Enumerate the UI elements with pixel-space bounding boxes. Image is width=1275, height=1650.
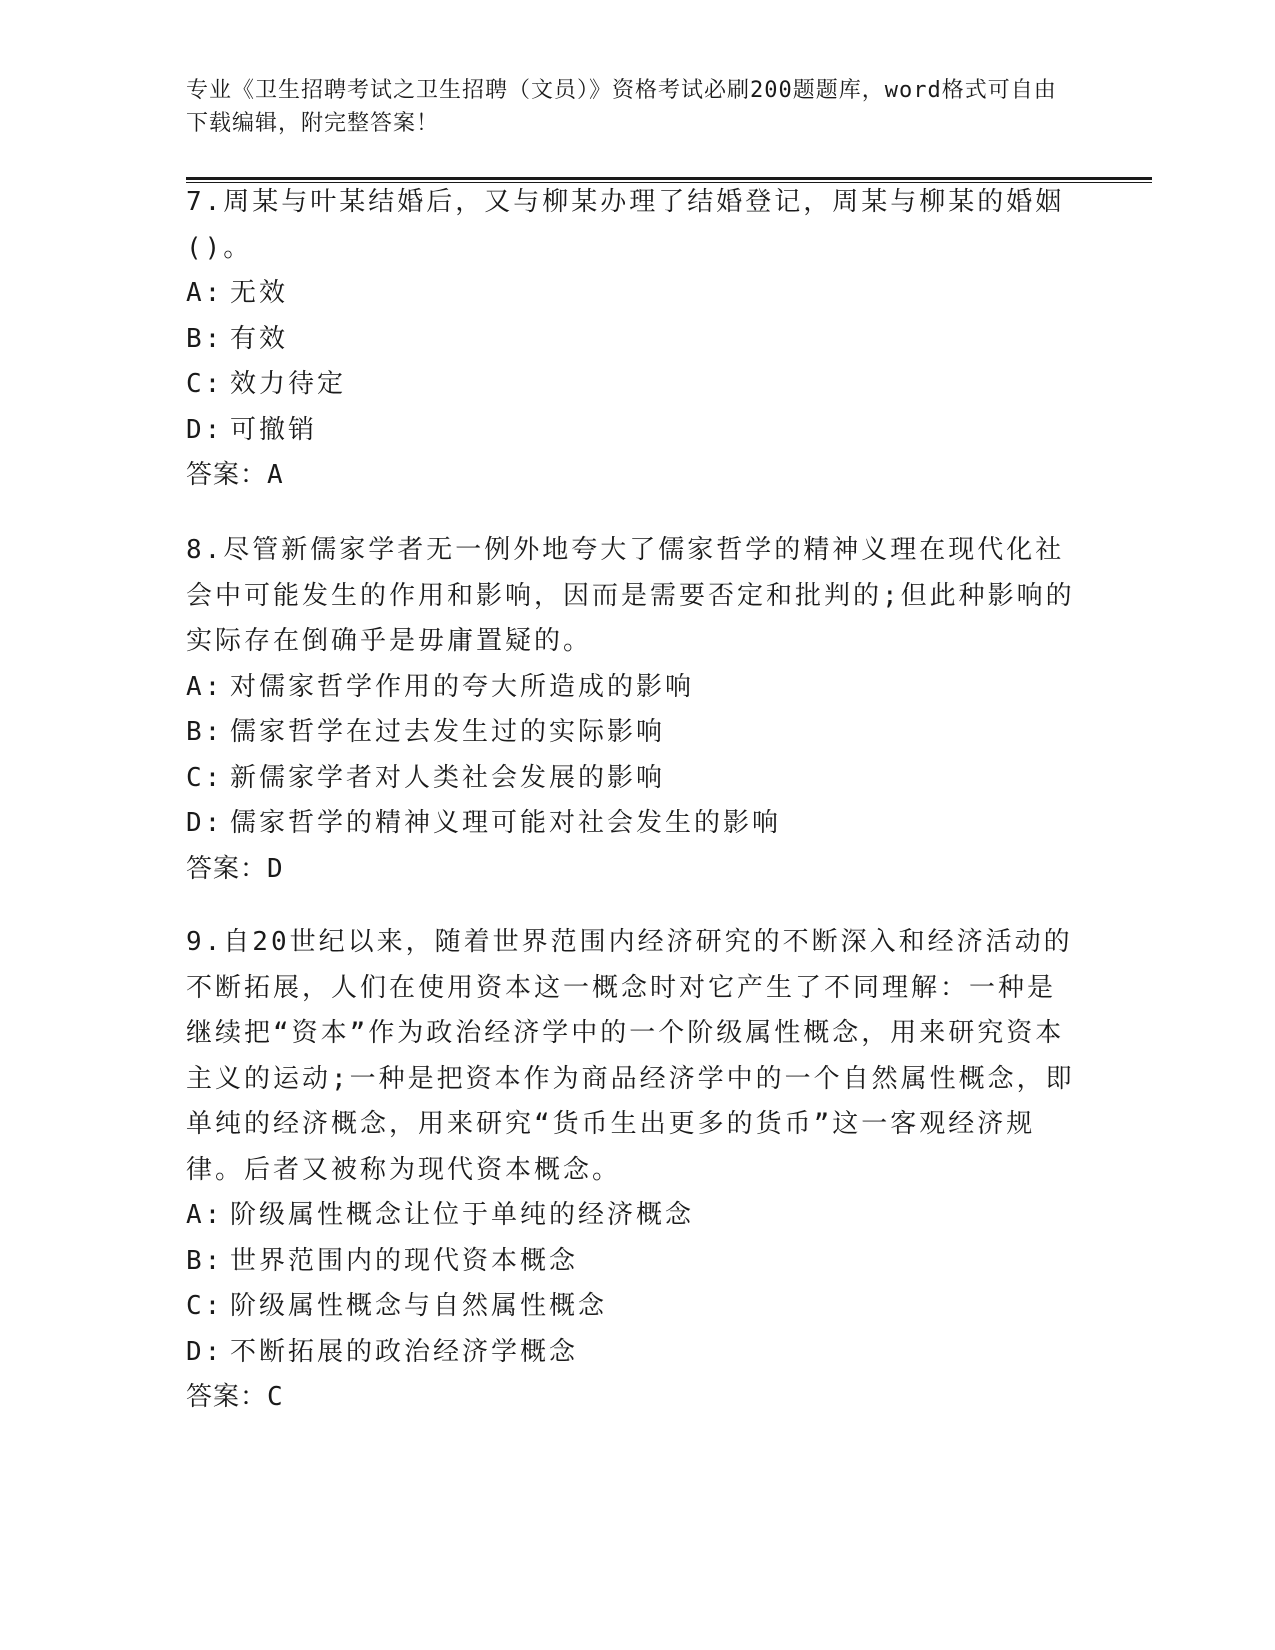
question-8 (186, 528, 1076, 892)
answer-label: 答案： (186, 1382, 268, 1412)
option-d (186, 1330, 1076, 1376)
option-a (186, 271, 1076, 317)
option-c (186, 362, 1076, 408)
answer-line (186, 847, 1076, 893)
question-stem: 7.周某与叶某结婚后，又与柳某办理了结婚登记，周某与柳某的婚姻()。 (186, 187, 1065, 263)
option-letter: C: (186, 369, 224, 399)
option-text: 儒家哲学在过去发生过的实际影响 (230, 717, 666, 747)
answer-line (186, 1375, 1076, 1421)
option-text: 世界范围内的现代资本概念 (230, 1245, 579, 1276)
option-text: 效力待定 (230, 369, 347, 399)
option-letter: B: (186, 717, 224, 747)
option-c (186, 756, 1076, 802)
option-letter: B: (186, 323, 224, 354)
option-text: 有效 (230, 323, 289, 354)
option-d (186, 801, 1076, 847)
answer-value: D (267, 853, 284, 884)
document-header: 专业《卫生招聘考试之卫生招聘（文员）》资格考试必刷200题题库，word格式可自由下载编辑，附完整答案！ (186, 78, 1057, 136)
option-b (186, 710, 1076, 756)
option-letter: D: (186, 808, 224, 838)
option-a (186, 665, 1076, 711)
option-letter: A: (186, 278, 224, 308)
option-c (186, 1284, 1076, 1330)
question-stem: 8.尽管新儒家学者无一例外地夸大了儒家哲学的精神义理在现代化社会中可能发生的作用和影响，因而是需要否定和批判的;但此种影响的实际存在倒确乎是毋庸置疑的。 (186, 535, 1075, 656)
option-letter: A: (186, 1200, 224, 1230)
option-text: 阶级属性概念让位于单纯的经济概念 (230, 1200, 695, 1230)
option-text: 阶级属性概念与自然属性概念 (230, 1291, 608, 1321)
answer-line (186, 453, 1076, 499)
answer-label: 答案： (186, 853, 268, 884)
option-text: 新儒家学者对人类社会发展的影响 (230, 762, 666, 793)
option-letter: C: (186, 762, 224, 793)
option-letter: B: (186, 1245, 224, 1276)
option-text: 可撤销 (230, 414, 318, 445)
option-text: 儒家哲学的精神义理可能对社会发生的影响 (230, 808, 782, 838)
option-letter: C: (186, 1291, 224, 1321)
option-letter: D: (186, 1336, 224, 1367)
option-letter: A: (186, 671, 224, 702)
option-text: 不断拓展的政治经济学概念 (230, 1336, 579, 1367)
option-a (186, 1193, 1076, 1239)
answer-value: C (267, 1382, 284, 1412)
option-b (186, 1239, 1076, 1285)
option-b (186, 317, 1076, 363)
answer-value: A (267, 460, 284, 490)
answer-label: 答案： (186, 460, 268, 490)
question-7 (186, 180, 1076, 499)
question-9 (186, 920, 1076, 1421)
option-text: 对儒家哲学作用的夸大所造成的影响 (230, 671, 695, 702)
option-d (186, 408, 1076, 454)
option-text: 无效 (230, 278, 289, 308)
option-letter: D: (186, 414, 224, 445)
question-stem: 9.自20世纪以来，随着世界范围内经济研究的不断深入和经济活动的不断拓展，人们在使用资本这一概念时对它产生了不同理解：一种是继续把“资本”作为政治经济学中的一个阶级属性概念，用来研究资本主义的运动;一种是把资本作为商品经济学中的一个自然属性概念，即单纯的经济概念，用来研究“货币生出更多的货币”这一客观经济规律。后者又被称为现代资本概念。 (186, 927, 1075, 1185)
